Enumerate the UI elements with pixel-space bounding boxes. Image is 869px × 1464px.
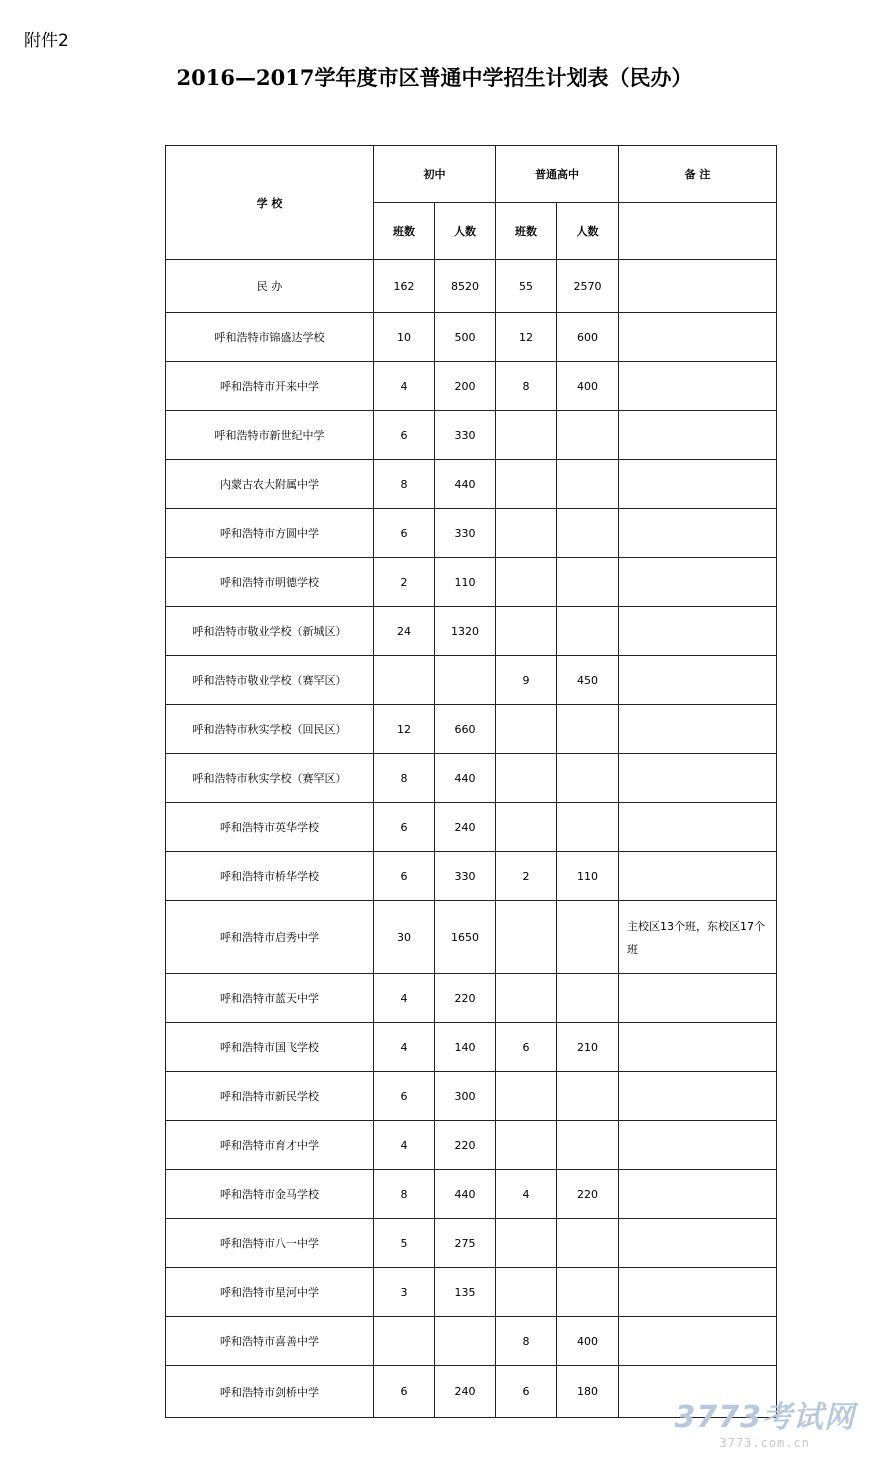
- table-row: [166, 509, 777, 558]
- school-name-cell: 呼和浩特市星河中学: [166, 1268, 374, 1317]
- remark-cell: [619, 411, 777, 460]
- school-name-cell: 民 办: [166, 260, 374, 313]
- table-row: [166, 558, 777, 607]
- junior-classes-cell: 4: [374, 1023, 435, 1072]
- table-body: [166, 260, 777, 1418]
- senior-classes-cell: [496, 607, 557, 656]
- header-remark: 备 注: [619, 146, 777, 203]
- senior-classes-cell: 6: [496, 1023, 557, 1072]
- senior-classes-cell: [496, 1121, 557, 1170]
- school-name-cell: 呼和浩特市桥华学校: [166, 852, 374, 901]
- junior-classes-cell: [374, 656, 435, 705]
- senior-students-cell: 450: [557, 656, 619, 705]
- junior-classes-cell: 8: [374, 1170, 435, 1219]
- table-row: [166, 1023, 777, 1072]
- school-name-cell: 呼和浩特市开来中学: [166, 362, 374, 411]
- senior-classes-cell: 2: [496, 852, 557, 901]
- remark-cell: [619, 1121, 777, 1170]
- senior-students-cell: [557, 974, 619, 1023]
- table-row: [166, 656, 777, 705]
- remark-cell: [619, 1268, 777, 1317]
- junior-classes-cell: 2: [374, 558, 435, 607]
- school-name-cell: 呼和浩特市蓝天中学: [166, 974, 374, 1023]
- remark-cell: [619, 803, 777, 852]
- remark-cell: [619, 754, 777, 803]
- table-row: [166, 313, 777, 362]
- senior-students-cell: [557, 1121, 619, 1170]
- junior-students-cell: 220: [435, 974, 496, 1023]
- header-junior: 初中: [374, 146, 496, 203]
- school-name-cell: 呼和浩特市英华学校: [166, 803, 374, 852]
- school-name-cell: 呼和浩特市敬业学校（赛罕区）: [166, 656, 374, 705]
- senior-classes-cell: [496, 754, 557, 803]
- senior-classes-cell: [496, 705, 557, 754]
- junior-students-cell: 330: [435, 852, 496, 901]
- remark-cell: [619, 1072, 777, 1121]
- junior-students-cell: 1650: [435, 901, 496, 974]
- remark-cell: [619, 1023, 777, 1072]
- junior-classes-cell: 6: [374, 411, 435, 460]
- junior-students-cell: 275: [435, 1219, 496, 1268]
- junior-students-cell: 500: [435, 313, 496, 362]
- senior-students-cell: [557, 509, 619, 558]
- junior-students-cell: 440: [435, 460, 496, 509]
- senior-students-cell: [557, 1219, 619, 1268]
- senior-students-cell: [557, 901, 619, 974]
- junior-classes-cell: 12: [374, 705, 435, 754]
- document-title: 2016—2017学年度市区普通中学招生计划表（民办）: [176, 65, 693, 90]
- junior-students-cell: 440: [435, 1170, 496, 1219]
- enrollment-plan-table: [165, 145, 777, 1418]
- header-remark-blank: [619, 203, 777, 260]
- header-senior: 普通高中: [496, 146, 619, 203]
- table-row: [166, 260, 777, 313]
- senior-classes-cell: [496, 509, 557, 558]
- header-school: 学 校: [166, 146, 374, 260]
- school-name-cell: 呼和浩特市喜善中学: [166, 1317, 374, 1366]
- header-junior-students: 人数: [435, 203, 496, 260]
- senior-students-cell: [557, 411, 619, 460]
- senior-classes-cell: 6: [496, 1366, 557, 1418]
- junior-students-cell: [435, 656, 496, 705]
- junior-classes-cell: 6: [374, 852, 435, 901]
- senior-classes-cell: 4: [496, 1170, 557, 1219]
- senior-classes-cell: [496, 1072, 557, 1121]
- senior-classes-cell: 8: [496, 1317, 557, 1366]
- school-name-cell: 呼和浩特市方圆中学: [166, 509, 374, 558]
- senior-students-cell: 220: [557, 1170, 619, 1219]
- school-name-cell: 呼和浩特市启秀中学: [166, 901, 374, 974]
- senior-students-cell: [557, 1072, 619, 1121]
- table-row: [166, 1121, 777, 1170]
- senior-students-cell: [557, 754, 619, 803]
- junior-students-cell: 220: [435, 1121, 496, 1170]
- senior-classes-cell: [496, 460, 557, 509]
- remark-cell: [619, 1317, 777, 1366]
- senior-students-cell: 180: [557, 1366, 619, 1418]
- senior-students-cell: 600: [557, 313, 619, 362]
- junior-classes-cell: 8: [374, 754, 435, 803]
- table-row: [166, 852, 777, 901]
- junior-students-cell: 240: [435, 1366, 496, 1418]
- school-name-cell: 呼和浩特市八一中学: [166, 1219, 374, 1268]
- junior-students-cell: 135: [435, 1268, 496, 1317]
- junior-students-cell: 8520: [435, 260, 496, 313]
- remark-cell: 主校区13个班，东校区17个班: [619, 901, 777, 974]
- senior-classes-cell: [496, 901, 557, 974]
- school-name-cell: 呼和浩特市新民学校: [166, 1072, 374, 1121]
- senior-students-cell: 210: [557, 1023, 619, 1072]
- senior-students-cell: [557, 607, 619, 656]
- header-junior-classes: 班数: [374, 203, 435, 260]
- watermark-logo: 3773考试网: [674, 1400, 855, 1435]
- junior-classes-cell: 30: [374, 901, 435, 974]
- table-row: [166, 974, 777, 1023]
- senior-classes-cell: [496, 974, 557, 1023]
- school-name-cell: 呼和浩特市剑桥中学: [166, 1366, 374, 1418]
- site-watermark: [675, 1392, 856, 1450]
- remark-cell: [619, 509, 777, 558]
- remark-cell: [619, 460, 777, 509]
- school-name-cell: 呼和浩特市新世纪中学: [166, 411, 374, 460]
- senior-students-cell: 400: [557, 362, 619, 411]
- junior-classes-cell: 3: [374, 1268, 435, 1317]
- table-row: [166, 362, 777, 411]
- remark-cell: [619, 852, 777, 901]
- table-row: [166, 1219, 777, 1268]
- junior-classes-cell: 5: [374, 1219, 435, 1268]
- senior-students-cell: [557, 558, 619, 607]
- remark-cell: [619, 313, 777, 362]
- school-name-cell: 呼和浩特市金马学校: [166, 1170, 374, 1219]
- school-name-cell: 呼和浩特市秋实学校（赛罕区）: [166, 754, 374, 803]
- senior-students-cell: 400: [557, 1317, 619, 1366]
- table-row: [166, 705, 777, 754]
- remark-cell: [619, 558, 777, 607]
- senior-classes-cell: 12: [496, 313, 557, 362]
- table-row: [166, 1317, 777, 1366]
- junior-students-cell: 240: [435, 803, 496, 852]
- table-row: [166, 460, 777, 509]
- junior-students-cell: 330: [435, 509, 496, 558]
- senior-students-cell: 2570: [557, 260, 619, 313]
- senior-classes-cell: 9: [496, 656, 557, 705]
- table-row: [166, 754, 777, 803]
- table-row: [166, 901, 777, 974]
- remark-cell: [619, 656, 777, 705]
- senior-classes-cell: [496, 558, 557, 607]
- junior-classes-cell: 6: [374, 803, 435, 852]
- school-name-cell: 内蒙古农大附属中学: [166, 460, 374, 509]
- junior-students-cell: 1320: [435, 607, 496, 656]
- junior-students-cell: 330: [435, 411, 496, 460]
- junior-classes-cell: 6: [374, 1366, 435, 1418]
- header-senior-classes: 班数: [496, 203, 557, 260]
- junior-students-cell: 440: [435, 754, 496, 803]
- junior-classes-cell: 6: [374, 1072, 435, 1121]
- table-row: [166, 1170, 777, 1219]
- junior-students-cell: 300: [435, 1072, 496, 1121]
- junior-classes-cell: 10: [374, 313, 435, 362]
- remark-cell: [619, 607, 777, 656]
- school-name-cell: 呼和浩特市秋实学校（回民区）: [166, 705, 374, 754]
- senior-classes-cell: [496, 1219, 557, 1268]
- junior-students-cell: [435, 1317, 496, 1366]
- junior-classes-cell: [374, 1317, 435, 1366]
- junior-students-cell: 200: [435, 362, 496, 411]
- header-senior-students: 人数: [557, 203, 619, 260]
- table-row: [166, 607, 777, 656]
- senior-students-cell: [557, 705, 619, 754]
- table-row: [166, 803, 777, 852]
- senior-students-cell: [557, 1268, 619, 1317]
- watermark-url: 3773.com.cn: [719, 1436, 810, 1450]
- junior-students-cell: 110: [435, 558, 496, 607]
- junior-classes-cell: 162: [374, 260, 435, 313]
- table-row: [166, 1268, 777, 1317]
- junior-classes-cell: 6: [374, 509, 435, 558]
- senior-classes-cell: 8: [496, 362, 557, 411]
- senior-classes-cell: [496, 803, 557, 852]
- junior-classes-cell: 8: [374, 460, 435, 509]
- remark-cell: [619, 705, 777, 754]
- senior-students-cell: [557, 460, 619, 509]
- remark-cell: [619, 260, 777, 313]
- junior-classes-cell: 4: [374, 974, 435, 1023]
- senior-classes-cell: [496, 411, 557, 460]
- remark-cell: [619, 974, 777, 1023]
- senior-students-cell: [557, 803, 619, 852]
- junior-classes-cell: 4: [374, 362, 435, 411]
- junior-students-cell: 660: [435, 705, 496, 754]
- table-row: [166, 1072, 777, 1121]
- table-row: [166, 411, 777, 460]
- senior-students-cell: 110: [557, 852, 619, 901]
- remark-cell: [619, 1170, 777, 1219]
- school-name-cell: 呼和浩特市明德学校: [166, 558, 374, 607]
- junior-classes-cell: 4: [374, 1121, 435, 1170]
- junior-classes-cell: 24: [374, 607, 435, 656]
- senior-classes-cell: 55: [496, 260, 557, 313]
- school-name-cell: 呼和浩特市锦盛达学校: [166, 313, 374, 362]
- senior-classes-cell: [496, 1268, 557, 1317]
- school-name-cell: 呼和浩特市国飞学校: [166, 1023, 374, 1072]
- school-name-cell: 呼和浩特市敬业学校（新城区）: [166, 607, 374, 656]
- remark-cell: [619, 1219, 777, 1268]
- attachment-label: 附件2: [24, 31, 69, 51]
- school-name-cell: 呼和浩特市育才中学: [166, 1121, 374, 1170]
- remark-cell: [619, 362, 777, 411]
- junior-students-cell: 140: [435, 1023, 496, 1072]
